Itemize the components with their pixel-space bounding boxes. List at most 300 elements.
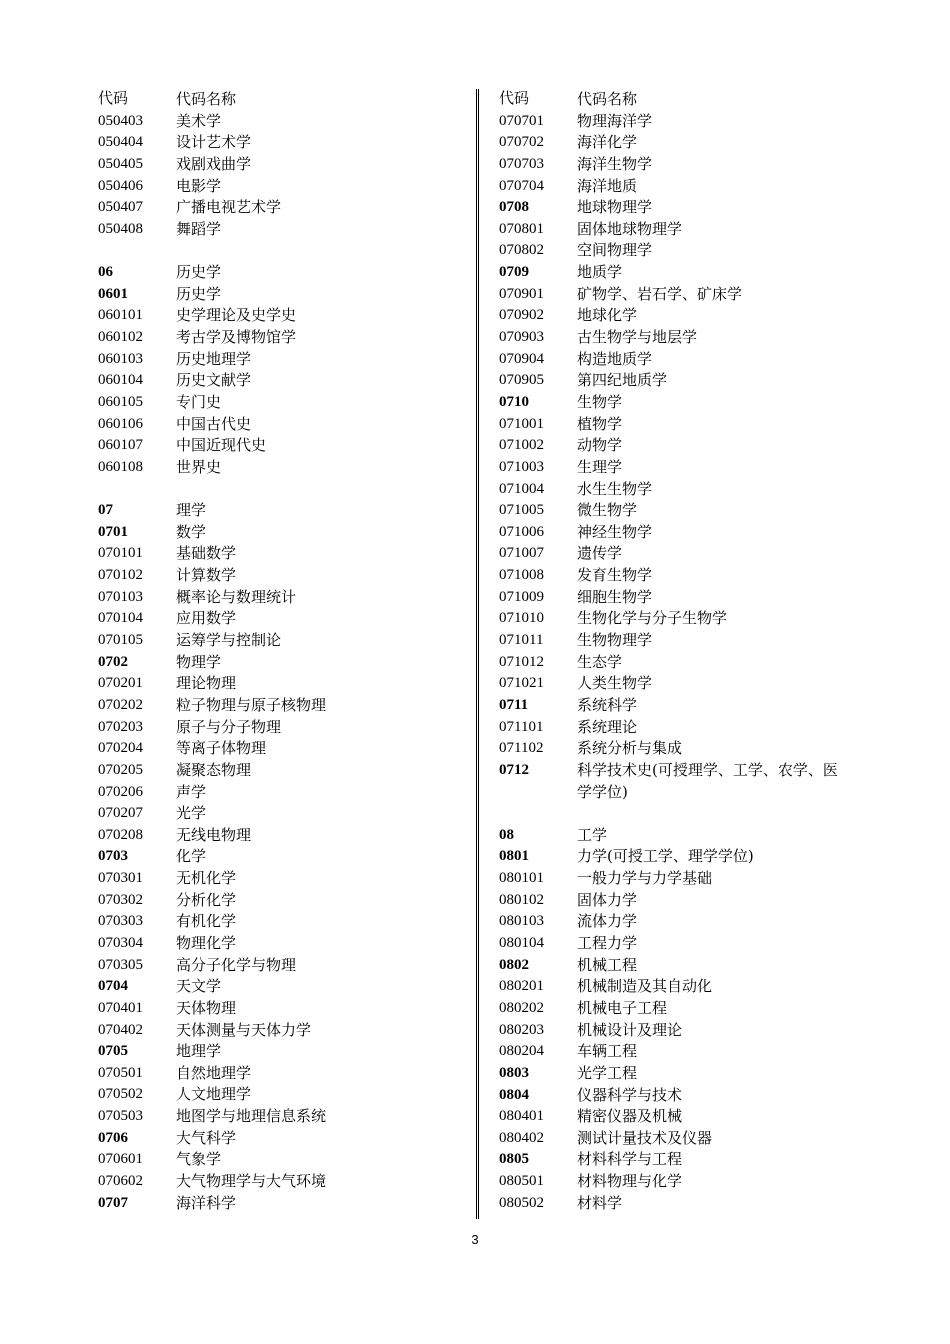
code-row [98,846,458,868]
code-row [98,890,458,912]
discipline-code: 070204 [98,740,143,757]
code-row [98,197,458,219]
discipline-name: 材料物理与化学 [577,1172,683,1191]
discipline-code: 0803 [499,1064,529,1081]
discipline-name: 光学工程 [577,1063,638,1082]
code-row [499,327,849,349]
discipline-code: 06 [98,264,113,281]
code-row [499,760,849,803]
discipline-code: 060102 [98,329,143,346]
discipline-code: 070203 [98,718,143,735]
discipline-name: 世界史 [176,457,222,476]
discipline-name: 高分子化学与物理 [176,955,297,974]
discipline-name: 微生物学 [577,501,638,520]
discipline-name: 生物化学与分子生物学 [577,609,728,628]
discipline-name: 古生物学与地层学 [577,328,698,347]
code-row [499,955,849,977]
discipline-name: 中国近现代史 [176,436,267,455]
discipline-code: 070702 [499,134,544,151]
discipline-code: 071021 [499,675,544,692]
right-code-column [499,89,849,1214]
discipline-code: 080103 [499,913,544,930]
blank-line [98,240,458,262]
code-row [98,435,458,457]
discipline-name: 运筹学与控制论 [176,631,282,650]
discipline-code: 07 [98,502,113,519]
code-row [98,327,458,349]
code-row [98,543,458,565]
discipline-name: 机械制造及其自动化 [577,977,713,996]
code-row [499,414,849,436]
code-row [499,630,849,652]
column-header-row [98,89,458,111]
code-row [98,630,458,652]
discipline-name: 物理海洋学 [577,111,653,130]
header-name: 代码名称 [176,90,237,108]
discipline-name: 大气科学 [176,1128,237,1147]
code-row [98,608,458,630]
discipline-code: 080204 [499,1043,544,1060]
discipline-name: 力学(可授工学、理学学位) [577,847,754,866]
code-row [499,197,849,219]
discipline-code: 070304 [98,934,143,951]
discipline-code: 050403 [98,112,143,129]
discipline-name: 无线电物理 [176,825,252,844]
discipline-name: 生态学 [577,652,623,671]
discipline-code: 071102 [499,740,544,757]
code-row [499,240,849,262]
code-row [499,284,849,306]
discipline-code: 070503 [98,1108,143,1125]
code-row [499,435,849,457]
discipline-code: 071005 [499,502,544,519]
discipline-code: 070902 [499,307,544,324]
discipline-name: 粒子物理与原子核物理 [176,695,327,714]
discipline-code: 070202 [98,696,143,713]
discipline-code: 080502 [499,1194,544,1211]
discipline-code: 080203 [499,1021,544,1038]
code-row [98,717,458,739]
discipline-code: 070305 [98,956,143,973]
discipline-code: 071101 [499,718,544,735]
column-header-row [499,89,849,111]
code-row [499,738,849,760]
discipline-code: 0601 [98,285,128,302]
code-row [98,955,458,977]
discipline-name: 工学 [577,825,608,844]
code-row [499,392,849,414]
discipline-code: 070102 [98,567,143,584]
discipline-name: 地理学 [176,1042,222,1061]
discipline-name: 矿物学、岩石学、矿床学 [577,284,743,303]
discipline-code: 0702 [98,653,128,670]
discipline-code: 070704 [499,177,544,194]
discipline-code: 071001 [499,415,544,432]
discipline-name: 物理化学 [176,933,237,952]
blank-line [499,803,849,825]
code-row [98,414,458,436]
discipline-code: 070101 [98,545,143,562]
code-row [499,933,849,955]
discipline-name: 基础数学 [176,544,237,563]
discipline-code: 070401 [98,999,143,1016]
discipline-code: 070206 [98,783,143,800]
discipline-code: 060107 [98,437,143,454]
discipline-code: 070703 [499,155,544,172]
code-row [499,608,849,630]
code-row [499,1041,849,1063]
discipline-code: 0711 [499,696,529,713]
blank-line [98,479,458,501]
discipline-code: 070601 [98,1151,143,1168]
discipline-name: 人文地理学 [176,1085,252,1104]
discipline-name: 美术学 [176,111,222,130]
code-row [499,565,849,587]
discipline-code: 071003 [499,458,544,475]
discipline-name: 计算数学 [176,566,237,585]
discipline-code: 0712 [499,761,529,778]
code-row [98,911,458,933]
discipline-code: 071007 [499,545,544,562]
code-row [499,262,849,284]
discipline-code: 060106 [98,415,143,432]
code-row [98,262,458,284]
discipline-code: 080401 [499,1108,544,1125]
discipline-name: 无机化学 [176,869,237,888]
discipline-code: 080101 [499,870,544,887]
discipline-code: 070104 [98,610,143,627]
code-row [98,673,458,695]
discipline-name: 史学理论及史学史 [176,306,297,325]
discipline-name: 历史文献学 [176,371,252,390]
discipline-name: 物理学 [176,652,222,671]
code-row [499,1193,849,1215]
discipline-name: 地球化学 [577,306,638,325]
discipline-code: 070105 [98,632,143,649]
discipline-name: 动物学 [577,436,623,455]
code-row [499,1128,849,1150]
discipline-name: 地质学 [577,263,623,282]
code-row [98,370,458,392]
code-row [499,1106,849,1128]
discipline-name: 遗传学 [577,544,623,563]
discipline-name: 化学 [176,847,207,866]
code-row [98,760,458,782]
code-row [499,479,849,501]
code-row [499,868,849,890]
code-row [98,349,458,371]
discipline-name: 电影学 [176,176,222,195]
discipline-code: 0805 [499,1151,529,1168]
code-row [499,1171,849,1193]
discipline-name: 原子与分子物理 [176,717,282,736]
code-row [98,998,458,1020]
code-row [98,1106,458,1128]
discipline-name: 等离子体物理 [176,739,267,758]
discipline-name: 专门史 [176,392,222,411]
code-row [98,976,458,998]
code-row [499,176,849,198]
discipline-name: 凝聚态物理 [176,760,252,779]
discipline-code: 070402 [98,1021,143,1038]
discipline-name: 有机化学 [176,912,237,931]
discipline-code: 071011 [499,632,544,649]
code-row [98,1084,458,1106]
discipline-code: 071004 [499,480,544,497]
code-row [98,1171,458,1193]
code-row [98,176,458,198]
discipline-name: 中国古代史 [176,414,252,433]
code-row [499,522,849,544]
discipline-name: 历史学 [176,263,222,282]
discipline-name: 流体力学 [577,912,638,931]
discipline-code: 080104 [499,935,544,952]
discipline-name: 理论物理 [176,674,237,693]
code-row [98,695,458,717]
code-row [98,305,458,327]
discipline-code: 080102 [499,891,544,908]
code-row [98,111,458,133]
discipline-code: 060103 [98,350,143,367]
code-row [98,154,458,176]
code-row [499,717,849,739]
discipline-code: 0706 [98,1129,128,1146]
discipline-code: 050407 [98,199,143,216]
discipline-code: 050406 [98,177,143,194]
discipline-code: 060101 [98,307,143,324]
discipline-code: 0802 [499,956,529,973]
discipline-code: 070205 [98,761,143,778]
discipline-code: 070207 [98,805,143,822]
discipline-code: 0707 [98,1194,128,1211]
discipline-code: 0709 [499,264,529,281]
code-row [499,543,849,565]
code-row [98,1128,458,1150]
discipline-name: 一般力学与力学基础 [577,869,713,888]
discipline-code: 050404 [98,134,143,151]
discipline-name: 海洋化学 [577,133,638,152]
discipline-code: 050408 [98,220,143,237]
code-row [98,392,458,414]
discipline-name: 天体物理 [176,998,237,1017]
discipline-name: 天文学 [176,977,222,996]
code-row [499,457,849,479]
discipline-name: 生物学 [577,392,623,411]
code-row [499,1149,849,1171]
code-row [499,695,849,717]
discipline-name: 科学技术史(可授理学、工学、农学、医学学位) [577,760,838,801]
discipline-name: 地球物理学 [577,198,653,217]
discipline-name: 考古学及博物馆学 [176,328,297,347]
code-row [499,1020,849,1042]
code-row [499,673,849,695]
discipline-name: 人类生物学 [577,674,653,693]
discipline-name: 地图学与地理信息系统 [176,1107,327,1126]
discipline-code: 071008 [499,567,544,584]
column-divider [476,89,479,1219]
code-row [98,1149,458,1171]
code-row [499,890,849,912]
code-row [499,154,849,176]
discipline-code: 071006 [499,523,544,540]
discipline-code: 070903 [499,329,544,346]
discipline-code: 060108 [98,458,143,475]
discipline-name: 系统理论 [577,717,638,736]
discipline-code: 070201 [98,675,143,692]
code-row [499,305,849,327]
discipline-code: 0701 [98,523,128,540]
discipline-name: 生理学 [577,457,623,476]
discipline-name: 历史学 [176,284,222,303]
discipline-code: 0801 [499,848,529,865]
discipline-name: 测试计量技术及仪器 [577,1128,713,1147]
discipline-code: 071002 [499,437,544,454]
code-row [98,933,458,955]
discipline-name: 固体地球物理学 [577,219,683,238]
discipline-code: 050405 [98,155,143,172]
header-code: 代码 [98,91,129,107]
discipline-name: 仪器科学与技术 [577,1085,683,1104]
discipline-name: 神经生物学 [577,522,653,541]
discipline-name: 机械设计及理论 [577,1020,683,1039]
discipline-name: 自然地理学 [176,1063,252,1082]
discipline-name: 细胞生物学 [577,587,653,606]
discipline-name: 理学 [176,501,207,520]
discipline-name: 天体测量与天体力学 [176,1020,312,1039]
code-row [98,219,458,241]
discipline-code: 070901 [499,285,544,302]
discipline-name: 第四纪地质学 [577,371,668,390]
discipline-name: 戏剧戏曲学 [176,154,252,173]
code-row [98,1193,458,1215]
code-row [98,132,458,154]
discipline-code: 070502 [98,1086,143,1103]
discipline-name: 植物学 [577,414,623,433]
discipline-code: 0710 [499,393,529,410]
code-row [98,652,458,674]
discipline-name: 发育生物学 [577,566,653,585]
code-row [98,1041,458,1063]
discipline-code: 060104 [98,372,143,389]
discipline-code: 070501 [98,1064,143,1081]
discipline-code: 071009 [499,588,544,605]
discipline-code: 070802 [499,242,544,259]
discipline-code: 070103 [98,588,143,605]
discipline-code: 070602 [98,1173,143,1190]
discipline-code: 080202 [499,999,544,1016]
code-row [499,846,849,868]
code-row [499,825,849,847]
discipline-code: 080402 [499,1129,544,1146]
code-row [499,370,849,392]
discipline-code: 070208 [98,826,143,843]
code-row [98,522,458,544]
discipline-code: 0705 [98,1043,128,1060]
discipline-name: 生物物理学 [577,631,653,650]
discipline-name: 光学 [176,804,207,823]
code-row [98,803,458,825]
code-row [98,457,458,479]
discipline-name: 大气物理学与大气环境 [176,1172,327,1191]
code-row [499,349,849,371]
discipline-name: 车辆工程 [577,1042,638,1061]
discipline-name: 气象学 [176,1150,222,1169]
header-name: 代码名称 [577,90,638,108]
code-row [98,868,458,890]
discipline-name: 机械电子工程 [577,998,668,1017]
discipline-code: 0804 [499,1086,529,1103]
discipline-code: 0704 [98,978,128,995]
discipline-code: 080201 [499,978,544,995]
discipline-code: 070801 [499,220,544,237]
code-row [499,219,849,241]
code-row [98,1020,458,1042]
code-row [499,1085,849,1107]
discipline-code: 071012 [499,653,544,670]
discipline-name: 分析化学 [176,890,237,909]
discipline-name: 设计艺术学 [176,133,252,152]
discipline-name: 系统科学 [577,695,638,714]
code-row [98,587,458,609]
code-row [499,111,849,133]
code-row [499,976,849,998]
discipline-name: 水生生物学 [577,479,653,498]
discipline-name: 舞蹈学 [176,219,222,238]
left-code-column [98,89,458,1214]
discipline-name: 海洋生物学 [577,154,653,173]
discipline-code: 0708 [499,199,529,216]
code-row [98,500,458,522]
header-code: 代码 [499,91,530,107]
discipline-code: 070301 [98,870,143,887]
discipline-name: 系统分析与集成 [577,739,683,758]
discipline-name: 声学 [176,782,207,801]
discipline-name: 固体力学 [577,890,638,909]
code-row [499,911,849,933]
discipline-code: 071010 [499,610,544,627]
code-row [499,1063,849,1085]
discipline-name: 构造地质学 [577,349,653,368]
discipline-code: 080501 [499,1173,544,1190]
code-row [499,652,849,674]
code-row [499,132,849,154]
discipline-name: 概率论与数理统计 [176,587,297,606]
discipline-code: 070302 [98,891,143,908]
code-row [499,998,849,1020]
discipline-name: 数学 [176,522,207,541]
discipline-code: 0703 [98,848,128,865]
code-row [98,1063,458,1085]
discipline-code: 070904 [499,350,544,367]
discipline-code: 060105 [98,393,143,410]
discipline-name: 海洋科学 [176,1193,237,1212]
code-row [98,782,458,804]
code-row [98,565,458,587]
discipline-name: 应用数学 [176,609,237,628]
discipline-name: 材料学 [577,1193,623,1212]
discipline-code: 070905 [499,372,544,389]
discipline-name: 广播电视艺术学 [176,198,282,217]
code-row [98,825,458,847]
discipline-code: 08 [499,826,514,843]
discipline-name: 海洋地质 [577,176,638,195]
discipline-code: 070701 [499,112,544,129]
discipline-name: 工程力学 [577,934,638,953]
discipline-name: 精密仪器及机械 [577,1107,683,1126]
discipline-code: 070303 [98,913,143,930]
discipline-name: 机械工程 [577,955,638,974]
code-row [499,587,849,609]
